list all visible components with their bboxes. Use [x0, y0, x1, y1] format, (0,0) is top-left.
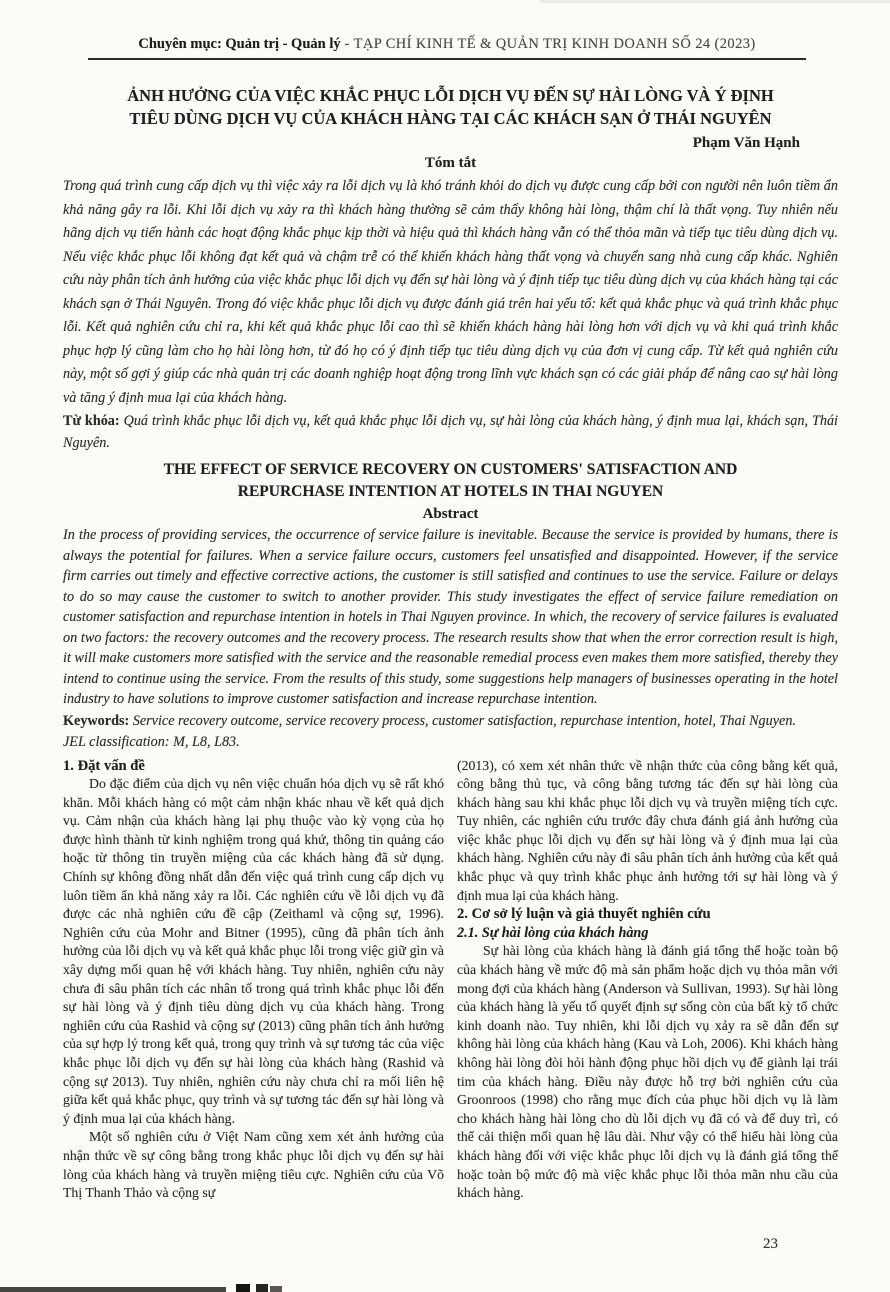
left-paragraph-2: Một số nghiên cứu ở Việt Nam cũng xem xét ảnh hưởng của nhận thức về sự công bằng trong khắc phục lỗi dịch vụ đến sự hài lòng của khách hàng và truyền miệng tiêu cực. Nghiên cứu của Võ Thị Thanh Thảo và cộng sự [63, 1129, 444, 1201]
scan-artifact-top-strip [540, 0, 890, 3]
journal-header [88, 36, 806, 60]
scan-artifact-bottom-strip [0, 1287, 226, 1292]
article-title-vi [63, 84, 838, 130]
section-2-heading: 2. Cơ sở lý luận và giả thuyết nghiên cứu [457, 906, 711, 923]
body-columns [63, 757, 838, 1203]
section-1-heading: 1. Đặt vấn đề [63, 757, 145, 774]
page-number: 23 [763, 1236, 778, 1252]
abstract-vi-heading: Tóm tắt [424, 155, 477, 171]
jel-classification: JEL classification: M, L8, L83. [63, 733, 240, 750]
scan-artifact-mark-3 [270, 1286, 282, 1292]
scan-artifact-mark-2 [256, 1284, 268, 1292]
keywords-vi-text: Quá trình khắc phục lỗi dịch vụ, kết quả khắc phục lỗi dịch vụ, sự hài lòng của khách hàng, ý định mua lại, khách sạn, Thái Nguyên. [63, 413, 838, 451]
keywords-en [63, 710, 838, 732]
left-column [63, 757, 444, 1203]
keywords-en-label: Keywords: [63, 712, 130, 729]
left-paragraph-1: Do đặc điểm của dịch vụ nên việc chuẩn hóa dịch vụ sẽ rất khó khăn. Mỗi khách hàng có một cảm nhận khác nhau về kết quả dịch vụ. Cảm nhận của khách hàng lại phụ thuộc vào kỳ vọng của họ được hình thành từ kinh nghiệm trong quá khứ, thông tin quảng cáo hoặc từ thông tin truyền miệng của các khách hàng đã sử dụng. Chính sự không đồng nhất dẫn đến việc quá trình cung cấp dịch vụ luôn tiềm ẩn khả năng xảy ra lỗi. Các nghiên cứu về lỗi dịch vụ đã được các nhà nghiên cứu đề cập (Zeithaml và cộng sự, 1996). Nghiên cứu của Mohr and Bitner (1995), cũng đã phân tích ảnh hưởng của lỗi dịch vụ và kết quả khắc phục lỗi trong việc giữ gìn và xây dựng mối quan hệ với khách hàng. Tuy nhiên, nghiên cứu này chưa đi sâu phân tích các nhân tố trong quá trình khắc phục lỗi đến sự hài lòng và ý định tiêu dùng dịch vụ của khách hàng. Trong nghiên cứu của Rashid và cộng sự (2013) cũng phân tích ảnh hưởng của sự hợp lý trong kết quả, trong quy trình và sự tương tác của việc khắc phục lỗi dịch vụ đến sự hài lòng của khách hàng (Rashid và cộng sự 2013). Tuy nhiên, nghiên cứu này chưa chỉ ra mối liên hệ giữa kết quả khắc phục, quy trình và sự tương tác đến sự hài lòng và ý định mua lại của khách hàng. [63, 776, 444, 1126]
abstract-vi-text: Trong quá trình cung cấp dịch vụ thì việc xảy ra lỗi dịch vụ là khó tránh khỏi do dịch vụ được cung cấp bởi con người nên luôn tiềm ẩn khả năng gây ra lỗi. Khi lỗi dịch vụ xảy ra thì khách hàng thường sẽ cảm thấy không hài lòng, thậm chí là thất vọng. Tuy nhiên nếu hãng dịch vụ tiến hành các hoạt động khắc phục kịp thời và hiệu quả thì khách hàng vẫn có thể thỏa mãn và tiếp tục tiêu dùng dịch vụ. Nếu việc khắc phục lỗi không đạt kết quả và chậm trễ có thể khiến khách hàng thất vọng và chuyển sang nhà cung cấp khác. Nghiên cứu này phân tích ảnh hưởng của việc khắc phục lỗi dịch vụ đến sự hài lòng và ý định tiếp tục tiêu dùng dịch vụ của khách hàng tại các khách sạn ở Thái Nguyên. Trong đó việc khắc phục lỗi dịch vụ được đánh giá trên hai yếu tố: kết quả khắc phục và quá trình khắc phục lỗi. Kết quả nghiên cứu chỉ ra, khi kết quả khắc phục lỗi cao thì sẽ khiến khách hàng hài lòng hơn với dịch vụ và khi quá trình khắc phục hợp lý cũng làm cho họ hài lòng hơn, từ đó họ có ý định tiếp tục tiêu dùng dịch vụ của đơn vị cung cấp. Từ kết quả nghiên cứu này, một số gợi ý giúp các nhà quản trị các doanh nghiệp hoạt động trong lĩnh vực khách sạn có các giải pháp để nâng cao sự hài lòng và tăng ý định mua lại của khách hàng. [63, 178, 838, 406]
keywords-vi [63, 410, 838, 454]
right-column [457, 757, 838, 1203]
article-title-vi-line1: ẢNH HƯỞNG CỦA VIỆC KHẮC PHỤC LỖI DỊCH VỤ ĐẾN SỰ HÀI LÒNG VÀ Ý ĐỊNH [127, 86, 774, 105]
scan-artifact-mark-1 [236, 1284, 250, 1292]
author-name: Phạm Văn Hạnh [692, 135, 800, 151]
article-title-en-line1: THE EFFECT OF SERVICE RECOVERY ON CUSTOMERS' SATISFACTION AND [163, 461, 738, 478]
article-title-vi-line2: TIÊU DÙNG DỊCH VỤ CỦA KHÁCH HÀNG TẠI CÁC KHÁCH SẠN Ở THÁI NGUYÊN [129, 109, 772, 128]
keywords-vi-label: Từ khóa: [63, 413, 120, 429]
header-separator: - [340, 36, 354, 52]
right-paragraph-1: Sự hài lòng của khách hàng là đánh giá tổng thể hoặc toàn bộ của khách hàng về mức độ mà sản phẩm hoặc dịch vụ thỏa mãn với mong đợi của khách hàng (Anderson và Sullivan, 1993). Sự hài lòng của khách hàng là yếu tố quyết định sự sống còn của bất kỳ tổ chức kinh doanh nào. Tuy nhiên, khi lỗi dịch vụ xảy ra sẽ dẫn đến sự không hài lòng của khách hàng (Kau và Loh, 2006). Khi khách hàng không hài lòng đòi hỏi hành động phục hồi dịch vụ để giành lại trái tim của khách hàng. Điều này được hỗ trợ bởi nghiên cứu của Groonroos (1998) cho rằng mục đích của phục hồi dịch vụ là làm cho khách hàng hài lòng cho dù lỗi dịch vụ đã có và để duy trì, có thể cải thiện mối quan hệ lâu dài. Như vậy có thể hiểu hài lòng của khách hàng đối với việc khắc phục lỗi dịch vụ là đánh giá tổng thể hoặc toàn bộ mức độ mà việc khắc phục lỗi thỏa mãn nhu cầu của khách hàng. [457, 943, 838, 1201]
abstract-en-heading: Abstract [422, 506, 479, 522]
right-paragraph-continuation: (2013), có xem xét nhân thức về nhận thức của công bằng kết quả, công bằng thủ tục, và công bằng tương tác đến sự hài lòng của khách hàng sau khi khắc phục lỗi dịch vụ và truyền miệng tích cực. Tuy nhiên, các nghiên cứu trước đây chưa đánh giá ảnh hưởng của việc khắc phục lỗi dịch vụ đến sự hài lòng và ý định mua lại của khách hàng. Nghiên cứu này đi sâu phân tích ảnh hưởng của kết quả khắc phục và quy trình khắc phục ảnh hưởng tới sự hài lòng và ý định mua lại của khách hàng. [457, 757, 838, 903]
abstract-en-text: In the process of providing services, the occurrence of service failure is inevitable. Because the service is provided by humans, there is always the potential for failures. When a service failure occurs, customers feel unsatisfied and disappointed. However, if the service firm carries out timely and effective corrective actions, the customer is still satisfied and continues to use the service. Failure or delays to do so may cause the customer to switch to another provider. This study investigates the effect of service failure remediation on customer satisfaction and repurchase intention in hotels in Thai Nguyen province. In which, the recovery of service failures is evaluated on two factors: the recovery outcomes and the recovery process. The research results show that when the error correction result is high, it will make customers more satisfied with the service and the reasonable remedial process even makes them more satisfied, thereby they intend to continue using the service. From the results of this study, some suggestions help managers of businesses operating in the hotel industry to have solutions to improve customer satisfaction and increase repurchase intention. [63, 527, 838, 707]
journal-title: TẠP CHÍ KINH TẾ & QUẢN TRỊ KINH DOANH SỐ 24 (2023) [353, 36, 756, 52]
article-title-en [63, 459, 838, 503]
article-title-en-line2: REPURCHASE INTENTION AT HOTELS IN THAI NGUYEN [237, 483, 664, 500]
page-content [63, 36, 838, 1203]
section-2-1-heading: 2.1. Sự hài lòng của khách hàng [457, 924, 649, 941]
keywords-en-text: Service recovery outcome, service recovery process, customer satisfaction, repurchase intention, hotel, Thai Nguyen. [129, 712, 796, 729]
section-label: Chuyên mục: Quản trị - Quản lý [138, 36, 341, 52]
